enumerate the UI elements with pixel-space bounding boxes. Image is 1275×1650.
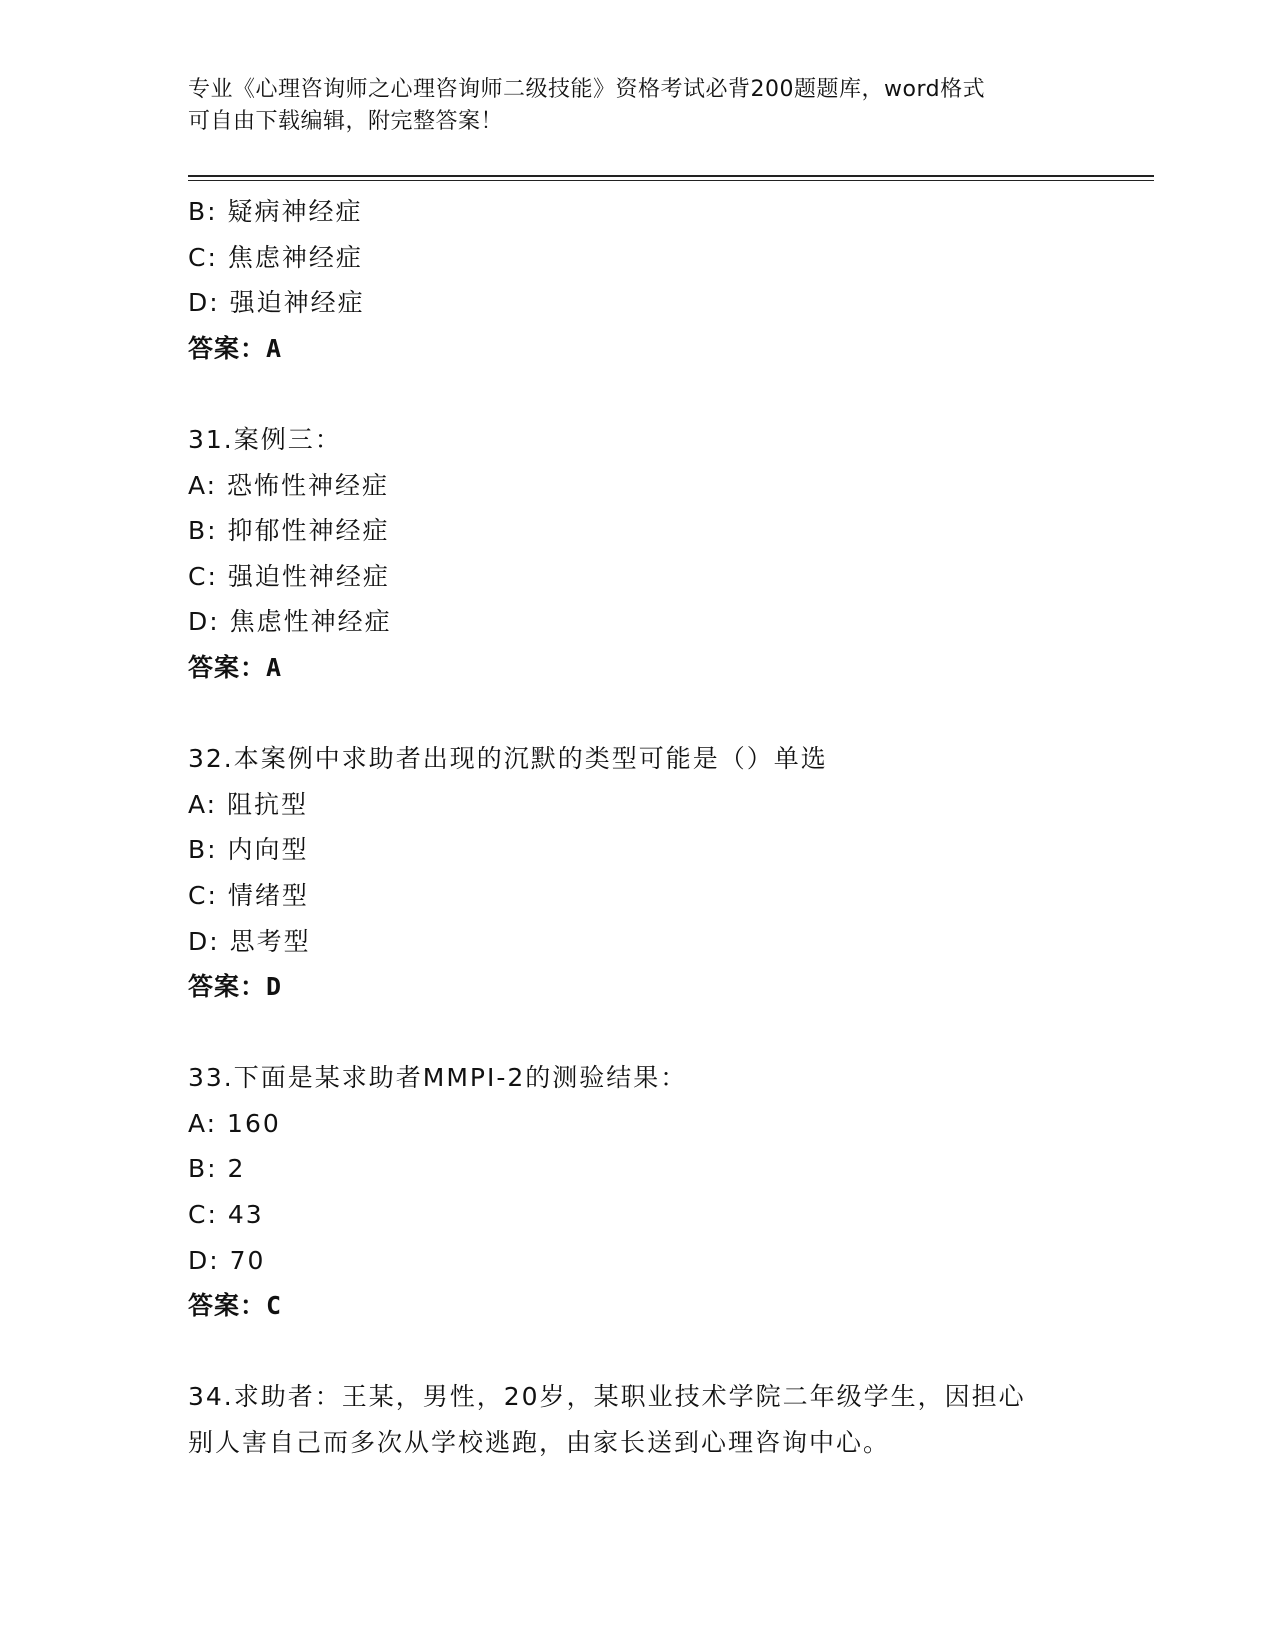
option-item: C: 焦虑神经症 xyxy=(188,242,363,272)
answer-label: 答案： xyxy=(188,333,267,363)
option-item: B: 内向型 xyxy=(188,835,309,865)
option-item: D: 思考型 xyxy=(188,926,311,956)
header-line-2: 可自由下载编辑，附完整答案！ xyxy=(188,109,504,134)
question-stem: 31.案例三： xyxy=(188,424,342,454)
option-item: D: 强迫神经症 xyxy=(188,288,365,318)
answer-value: A xyxy=(266,652,283,682)
header-divider-thick xyxy=(188,175,1154,177)
spacer xyxy=(188,1329,1154,1375)
answer-label: 答案： xyxy=(188,972,267,1002)
option-item: C: 情绪型 xyxy=(188,880,309,910)
option-item: A: 160 xyxy=(188,1108,281,1138)
header-line-1: 专业《心理咨询师之心理咨询师二级技能》资格考试必背200题题库，word格式 xyxy=(188,77,986,102)
option-item: C: 强迫性神经症 xyxy=(188,561,390,591)
question-stem: 32.本案例中求助者出现的沉默的类型可能是（）单选 xyxy=(188,744,828,774)
answer-line xyxy=(188,645,1154,691)
option-item: B: 疑病神经症 xyxy=(188,197,363,226)
option-item: A: 恐怖性神经症 xyxy=(188,470,390,500)
answer-value: D xyxy=(266,972,283,1002)
document-header xyxy=(188,74,1088,138)
answer-line xyxy=(188,326,1154,372)
option-item: B: 2 xyxy=(188,1154,246,1184)
answer-label: 答案： xyxy=(188,652,267,682)
answer-value: A xyxy=(266,333,283,363)
answer-value: C xyxy=(266,1291,283,1321)
question-stem-line-1: 34.求助者：王某，男性，20岁，某职业技术学院二年级学生，因担心 xyxy=(188,1382,1026,1412)
spacer xyxy=(188,1010,1154,1056)
answer-line xyxy=(188,1283,1154,1329)
answer-line xyxy=(188,964,1154,1010)
question-stem-line-2: 别人害自己而多次从学校逃跑，由家长送到心理咨询中心。 xyxy=(188,1428,891,1458)
option-item: A: 阻抗型 xyxy=(188,789,309,819)
option-item: C: 43 xyxy=(188,1200,264,1230)
option-item: D: 焦虑性神经症 xyxy=(188,607,392,637)
spacer xyxy=(188,691,1154,737)
question-stem: 33.下面是某求助者MMPI-2的测验结果： xyxy=(188,1063,688,1093)
option-item: B: 抑郁性神经症 xyxy=(188,516,390,546)
header-divider-thin xyxy=(188,180,1154,181)
option-item: D: 70 xyxy=(188,1245,266,1275)
spacer xyxy=(188,371,1154,417)
question-list xyxy=(188,189,1154,1466)
answer-label: 答案： xyxy=(188,1291,267,1321)
